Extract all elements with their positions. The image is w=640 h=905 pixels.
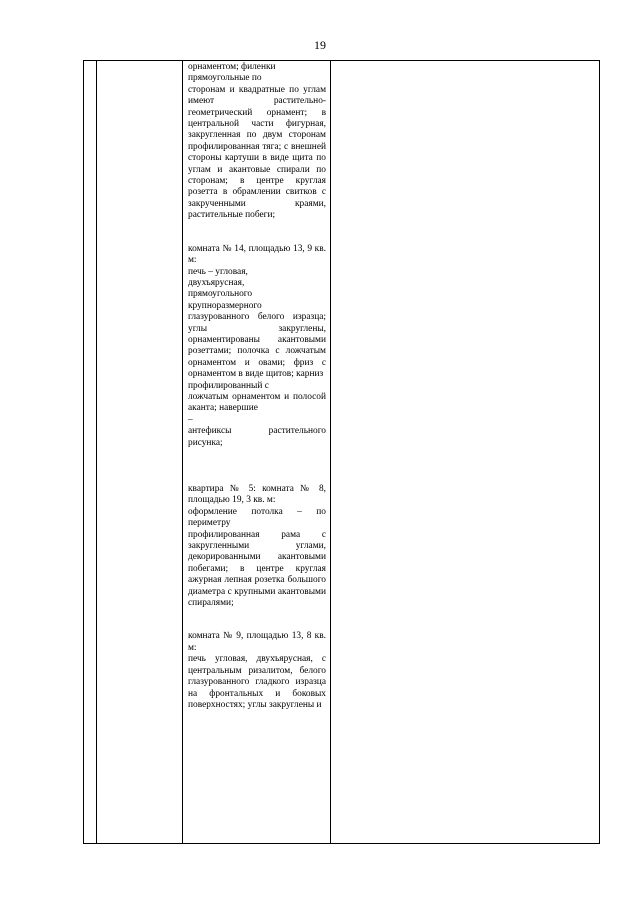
description-cell	[183, 61, 331, 844]
text-line: квартира № 5: комната № 8, площадью 19, 3 кв. м:	[188, 484, 326, 506]
text-line: сторонам и квадратные по углам имеют растительно-геометрический орнамент; в центральной части фигурная, закругленная по двум сторонам профилированная тяга; с внешней стороны картуши в виде щита по углам и акантовые спирали по сторонам; в центре круглая розетта в обрамлении свитков с закрученными краями, растительные побеги;	[188, 84, 326, 221]
note-cell	[331, 61, 600, 844]
text-line: орнаментом; филенки	[188, 62, 276, 72]
text-line: крупноразмерного	[188, 300, 262, 311]
register-table	[83, 60, 600, 844]
text-line: печь – угловая,	[188, 266, 248, 277]
number-cell	[84, 61, 97, 844]
text-line: двухъярусная,	[188, 277, 245, 288]
text-line: ложчатым орнаментом и полосой аканта; навершие	[188, 391, 326, 414]
text-line: комната № 14, площадью 13, 9 кв. м:	[188, 243, 326, 266]
page-number: 19	[314, 38, 326, 52]
text-line: профилированная рама с закругленными углами, декорированными акантовыми побегами; в центре круглая ажурная лепная розетка большого диаметра с крупными акантовыми спиралями;	[188, 529, 326, 609]
table-row	[84, 61, 600, 844]
text-line: комната № 9, площадью 13, 8 кв. м:	[188, 631, 326, 653]
text-line: печь угловая, двухъярусная, с центральным ризалитом, белого глазурованного гладкого изразца на фронтальных и боковых поверхностях; углы закруглены и	[188, 654, 326, 710]
text-line: прямоугольные по	[188, 73, 262, 84]
text-line: прямоугольного	[188, 289, 253, 300]
text-line: –	[188, 414, 193, 425]
text-line: глазурованного белого изразца; углы закруглены, орнаментированы акантовыми розеттами; полочка с ложчатым орнаментом и овами; фриз с орнаментом в виде щитов; карниз	[188, 312, 326, 380]
text-line: профилированный с	[188, 380, 269, 391]
text-line: антефиксы растительного рисунка;	[188, 426, 326, 448]
name-cell	[97, 61, 183, 844]
description-text	[183, 61, 330, 711]
text-line: оформление потолка – по периметру	[188, 506, 326, 529]
